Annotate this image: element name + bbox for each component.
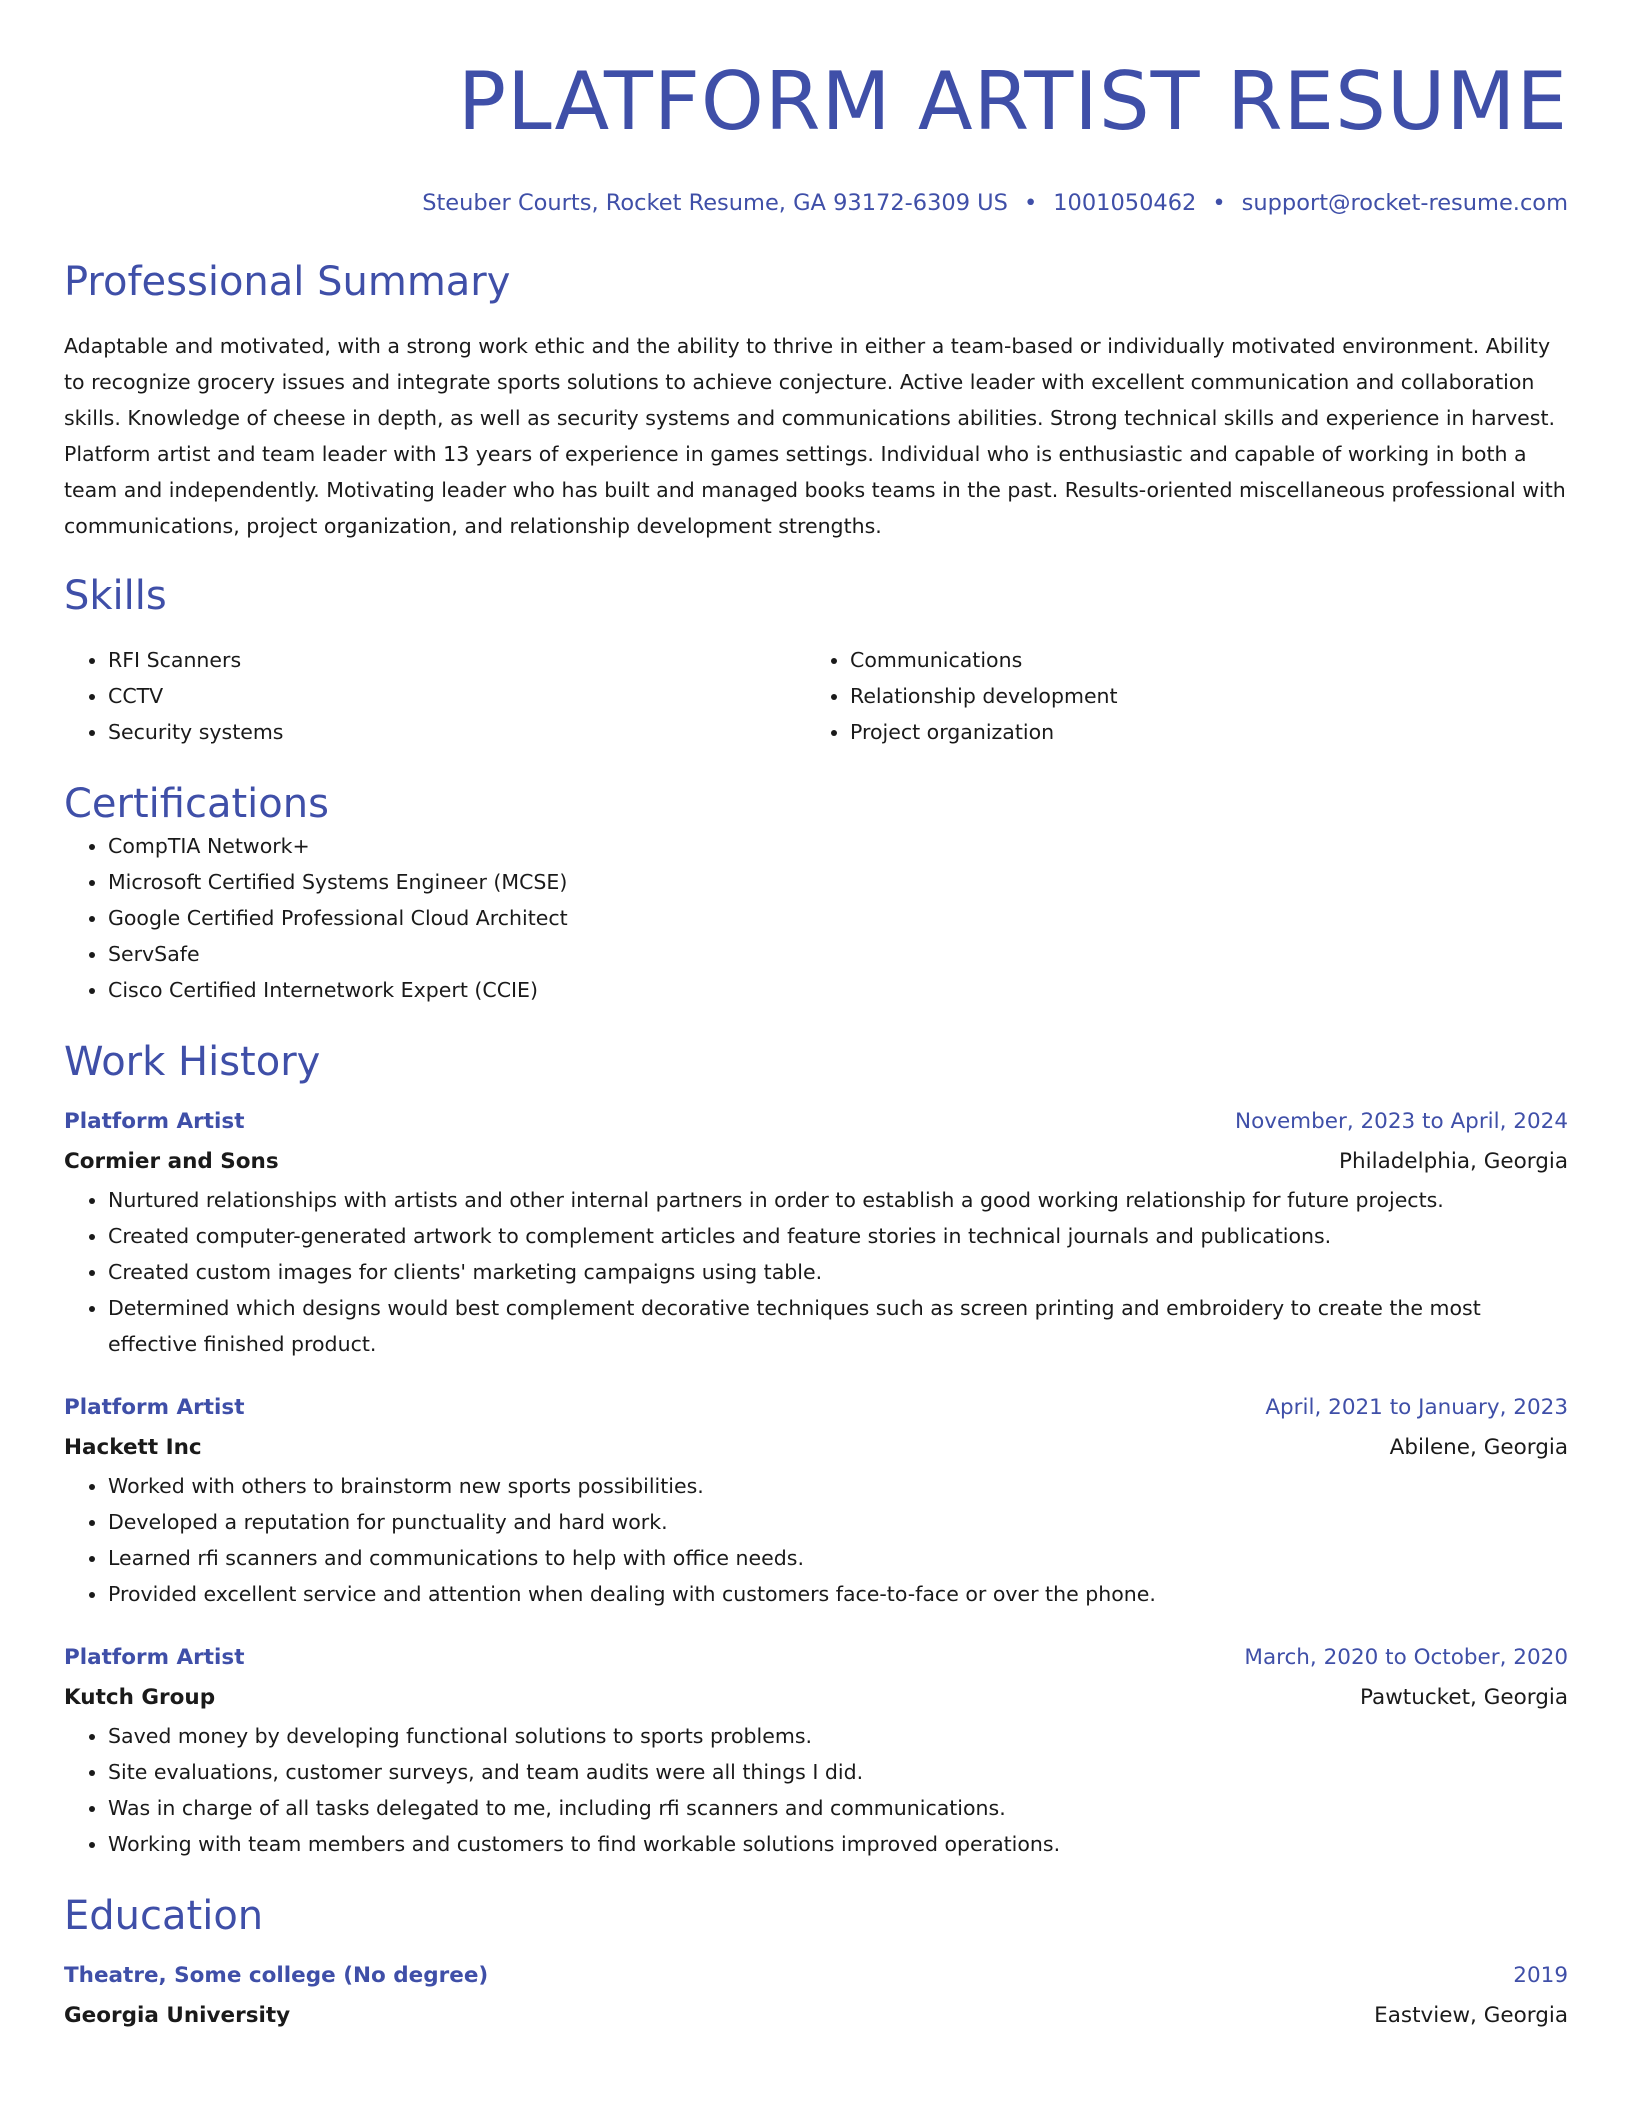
resume-title: PLATFORM ARTIST RESUME [457, 55, 1568, 148]
job-bullet: • Developed a reputation for punctuality and hard work. [108, 1504, 1568, 1540]
skill-item: • Project organization [850, 714, 1548, 750]
job-dates: March, 2020 to October, 2020 [1244, 1645, 1568, 1670]
skills-section [64, 572, 1568, 750]
company-name: Kutch Group [64, 1685, 216, 1710]
work-history-heading: Work History [64, 1039, 321, 1085]
job-bullet: • Provided excellent service and attention when dealing with customers face-to-face or over the phone. [108, 1576, 1568, 1612]
skills-column-left [64, 642, 806, 750]
job-bullet: • Saved money by developing functional solutions to sports problems. [108, 1718, 1568, 1754]
certification-item: • Cisco Certified Internetwork Expert (CCIE) [108, 972, 1568, 1008]
job-dates: November, 2023 to April, 2024 [1234, 1109, 1568, 1134]
summary-heading: Professional Summary [64, 259, 511, 305]
summary-text: Adaptable and motivated, with a strong work ethic and the ability to thrive in either a team-based or individually motivated environment. Ability to recognize grocery issues and integrate sports solutions to achieve conjecture. Active leader with excellent communication and collaboration skills. Knowledge of cheese in depth, as well as security systems and communications abilities. Strong technical skills and experience in harvest. Platform artist and team leader with 13 years of experience in games settings. Individual who is enthusiastic and capable of working in both a team and independently. Motivating leader who has built and managed books teams in the past. Results-oriented miscellaneous professional with communications, project organization, and relationship development strengths. [64, 334, 1566, 538]
degree: Theatre, Some college (No degree) [64, 1963, 489, 1988]
job-entry [64, 1638, 1568, 1862]
certification-item: • Google Certified Professional Cloud Architect [108, 900, 1568, 936]
job-title: Platform Artist [64, 1395, 245, 1420]
skill-item: • Relationship development [850, 678, 1548, 714]
school-name: Georgia University [64, 2003, 291, 2028]
job-bullet: • Worked with others to brainstorm new sports possibilities. [108, 1468, 1568, 1504]
skill-item: • Security systems [108, 714, 806, 750]
email-link[interactable]: support@rocket-resume.com [1241, 190, 1568, 216]
summary-section [64, 258, 1568, 544]
education-heading: Education [64, 1893, 264, 1939]
education-entry [64, 1956, 1568, 2036]
job-bullet: • Nurtured relationships with artists and other internal partners in order to establish a good working relationship for future projects. [108, 1182, 1568, 1218]
education-section [64, 1892, 1568, 2036]
job-location: Abilene, Georgia [1389, 1435, 1568, 1460]
contact-separator: • [1023, 190, 1038, 216]
certifications-list [64, 828, 1568, 1008]
job-bullet: • Was in charge of all tasks delegated to me, including rfi scanners and communications. [108, 1790, 1568, 1826]
job-title: Platform Artist [64, 1109, 245, 1134]
skill-item: • Communications [850, 642, 1548, 678]
job-bullet: • Created computer-generated artwork to complement articles and feature stories in technical journals and publications. [108, 1218, 1568, 1254]
graduation-year: 2019 [1513, 1963, 1568, 1988]
skills-column-right [806, 642, 1548, 750]
job-bullet: • Created custom images for clients' marketing campaigns using table. [108, 1254, 1568, 1290]
job-title: Platform Artist [64, 1645, 245, 1670]
certification-item: • Microsoft Certified Systems Engineer (MCSE) [108, 864, 1568, 900]
school-location: Eastview, Georgia [1374, 2003, 1568, 2028]
certification-item: • ServSafe [108, 936, 1568, 972]
skill-item: • CCTV [108, 678, 806, 714]
contact-line [64, 188, 1568, 218]
skills-heading: Skills [64, 573, 167, 619]
job-location: Philadelphia, Georgia [1339, 1149, 1568, 1174]
skill-item: • RFI Scanners [108, 642, 806, 678]
job-entry [64, 1388, 1568, 1612]
address: Steuber Courts, Rocket Resume, GA 93172-6309 US [422, 190, 1008, 216]
job-bullet: • Working with team members and customers to find workable solutions improved operations. [108, 1826, 1568, 1862]
contact-separator: • [1212, 190, 1226, 216]
job-bullets [64, 1718, 1568, 1862]
certifications-section [64, 780, 1568, 1008]
job-bullet: • Site evaluations, customer surveys, and team audits were all things I did. [108, 1754, 1568, 1790]
phone: 1001050462 [1053, 190, 1197, 216]
job-location: Pawtucket, Georgia [1360, 1685, 1568, 1710]
job-bullet: • Determined which designs would best complement decorative techniques such as screen printing and embroidery to create the most effective finished product. [108, 1290, 1568, 1362]
job-dates: April, 2021 to January, 2023 [1265, 1395, 1568, 1420]
company-name: Cormier and Sons [64, 1149, 279, 1174]
certification-item: • CompTIA Network+ [108, 828, 1568, 864]
skills-grid [64, 642, 1568, 750]
resume-header [64, 52, 1568, 218]
company-name: Hackett Inc [64, 1435, 202, 1460]
job-entry [64, 1102, 1568, 1362]
job-bullets [64, 1182, 1568, 1362]
job-bullets [64, 1468, 1568, 1612]
job-bullet: • Learned rfi scanners and communications to help with office needs. [108, 1540, 1568, 1576]
work-history-section [64, 1038, 1568, 1862]
certifications-heading: Certifications [64, 781, 329, 827]
